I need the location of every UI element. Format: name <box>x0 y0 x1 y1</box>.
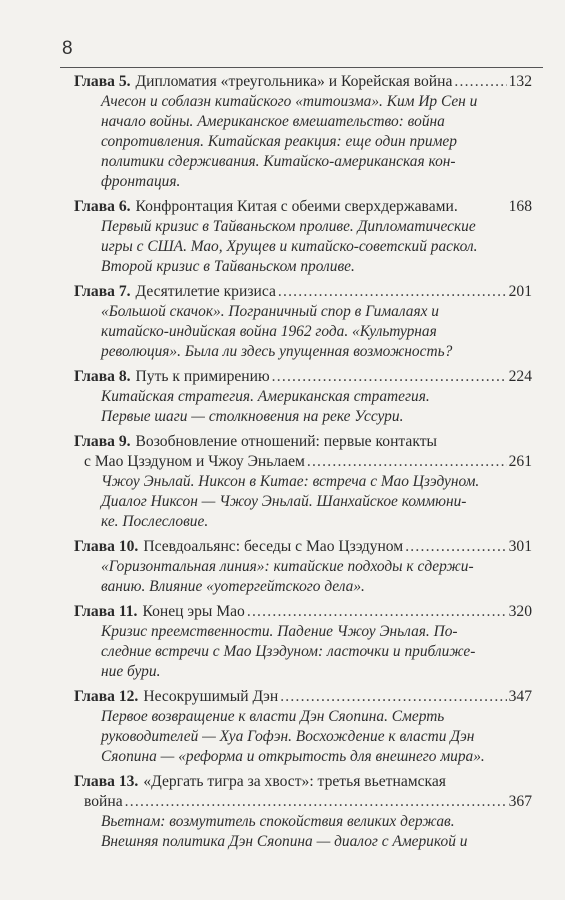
dot-leader <box>247 602 507 622</box>
toc-entry <box>74 687 532 767</box>
description-line: Вьетнам: возмутитель спокойствия великих держав. <box>101 813 455 830</box>
description-line: Ачесон и соблазн китайского «титоизма». Ким Ир Сен и <box>101 93 478 110</box>
description-line: игры с США. Мао, Хрущев и китайско-советский раскол. <box>101 238 478 255</box>
page-reference: 224 <box>508 368 532 385</box>
toc-title-line <box>74 537 532 557</box>
description-line: «Горизонтальная линия»: китайские подходы к сдержи- <box>101 558 474 575</box>
page-reference: 132 <box>508 73 532 90</box>
page-reference: 347 <box>508 688 532 705</box>
page-reference: 168 <box>508 198 532 215</box>
description-line: ние бури. <box>101 663 161 680</box>
chapter-description <box>74 812 532 852</box>
chapter-description <box>74 387 532 427</box>
chapter-title: Путь к примирению <box>135 368 270 385</box>
toc-entry <box>74 197 532 277</box>
toc-entry <box>74 282 532 362</box>
description-line: Чжоу Эньлай. Никсон в Китае: встреча с Мао Цзэдуном. <box>101 473 480 490</box>
chapter-title: война <box>84 793 123 810</box>
chapter-label: Глава 12. <box>74 688 139 705</box>
toc-title-line <box>74 197 532 217</box>
page-reference: 261 <box>508 453 532 470</box>
description-line: китайско-индийская война 1962 года. «Культурная <box>101 323 437 340</box>
chapter-label: Глава 11. <box>74 603 138 620</box>
chapter-description <box>74 472 532 532</box>
description-line: фронтация. <box>101 173 181 190</box>
toc-entry <box>74 72 532 192</box>
chapter-title: Дипломатия «треугольника» и Корейская война <box>135 73 453 90</box>
toc-title-line <box>74 687 532 707</box>
chapter-title: Конец эры Мао <box>142 603 245 620</box>
toc-title-line <box>74 602 532 622</box>
chapter-title: Возобновление отношений: первые контакты <box>135 433 438 450</box>
toc-entry <box>74 367 532 427</box>
toc-entry <box>74 537 532 597</box>
chapter-label: Глава 13. <box>74 773 139 790</box>
chapter-title: «Дергать тигра за хвост»: третья вьетнамская <box>143 773 446 790</box>
description-line: ке. Послесловие. <box>101 513 209 530</box>
description-line: Диалог Никсон — Чжоу Эньлай. Шанхайское коммюни- <box>101 493 467 510</box>
description-line: ванию. Влияние «уотергейтского дела». <box>101 578 365 595</box>
page-reference: 320 <box>508 603 532 620</box>
page-number: 8 <box>62 38 73 59</box>
dot-leader <box>307 452 507 472</box>
description-line: «Большой скачок». Пограничный спор в Гималаях и <box>101 303 439 320</box>
description-line: Первые шаги — столкновения на реке Уссури. <box>101 408 404 425</box>
chapter-title: Десятилетие кризиса <box>135 283 276 300</box>
dot-leader <box>454 72 506 92</box>
dot-leader <box>278 282 507 302</box>
toc-entry <box>74 432 532 532</box>
toc-entry <box>74 602 532 682</box>
toc-title-line <box>74 282 532 302</box>
description-line: Кризис преемственности. Падение Чжоу Эньлая. По- <box>101 623 458 640</box>
chapter-title: Псевдоальянс: беседы с Мао Цзэдуном <box>143 538 404 555</box>
chapter-label: Глава 9. <box>74 433 131 450</box>
toc-title-continuation <box>74 792 532 812</box>
description-line: революция». Была ли здесь упущенная возможность? <box>101 343 453 360</box>
description-line: Первое возвращение к власти Дэн Сяопина. Смерть <box>101 708 445 725</box>
description-line: Китайская стратегия. Американская стратегия. <box>101 388 430 405</box>
chapter-label: Глава 10. <box>74 538 139 555</box>
page-reference: 367 <box>508 793 532 810</box>
chapter-description <box>74 557 532 597</box>
description-line: Сяопина — «реформа и открытость для внешнего мира». <box>101 748 485 765</box>
dot-leader <box>405 537 506 557</box>
description-line: Первый кризис в Тайваньском проливе. Дипломатические <box>101 218 476 235</box>
chapter-title: Несокрушимый Дэн <box>143 688 279 705</box>
chapter-title: Конфронтация Китая с обеими сверхдержавами. <box>135 198 458 215</box>
table-of-contents <box>74 72 532 857</box>
chapter-label: Глава 6. <box>74 198 131 215</box>
description-line: руководителей — Хуа Гофэн. Восхождение к власти Дэн <box>101 728 475 745</box>
page-reference: 301 <box>508 538 532 555</box>
chapter-description <box>74 302 532 362</box>
header-rule <box>60 67 543 68</box>
dot-leader <box>272 367 507 387</box>
toc-entry <box>74 772 532 852</box>
chapter-description <box>74 622 532 682</box>
page-reference: 201 <box>508 283 532 300</box>
chapter-description <box>74 707 532 767</box>
dot-leader <box>280 687 506 707</box>
description-line: начало войны. Американское вмешательство: война <box>101 113 445 130</box>
chapter-description <box>74 217 532 277</box>
description-line: сопротивления. Китайская реакция: еще один пример <box>101 133 457 150</box>
dot-leader <box>125 792 507 812</box>
description-line: следние встречи с Мао Цзэдуном: ласточки и приближе- <box>101 643 476 660</box>
toc-title-line <box>74 772 532 792</box>
description-line: Второй кризис в Тайваньском проливе. <box>101 258 355 275</box>
description-line: Внешняя политика Дэн Сяопина — диалог с Америкой и <box>101 833 468 850</box>
chapter-label: Глава 7. <box>74 283 131 300</box>
toc-title-line <box>74 432 532 452</box>
toc-title-line <box>74 72 532 92</box>
toc-title-continuation <box>74 452 532 472</box>
chapter-title: с Мао Цзэдуном и Чжоу Эньлаем <box>84 453 305 470</box>
chapter-label: Глава 8. <box>74 368 131 385</box>
chapter-description <box>74 92 532 192</box>
chapter-label: Глава 5. <box>74 73 131 90</box>
toc-title-line <box>74 367 532 387</box>
description-line: политики сдерживания. Китайско-американская кон- <box>101 153 456 170</box>
